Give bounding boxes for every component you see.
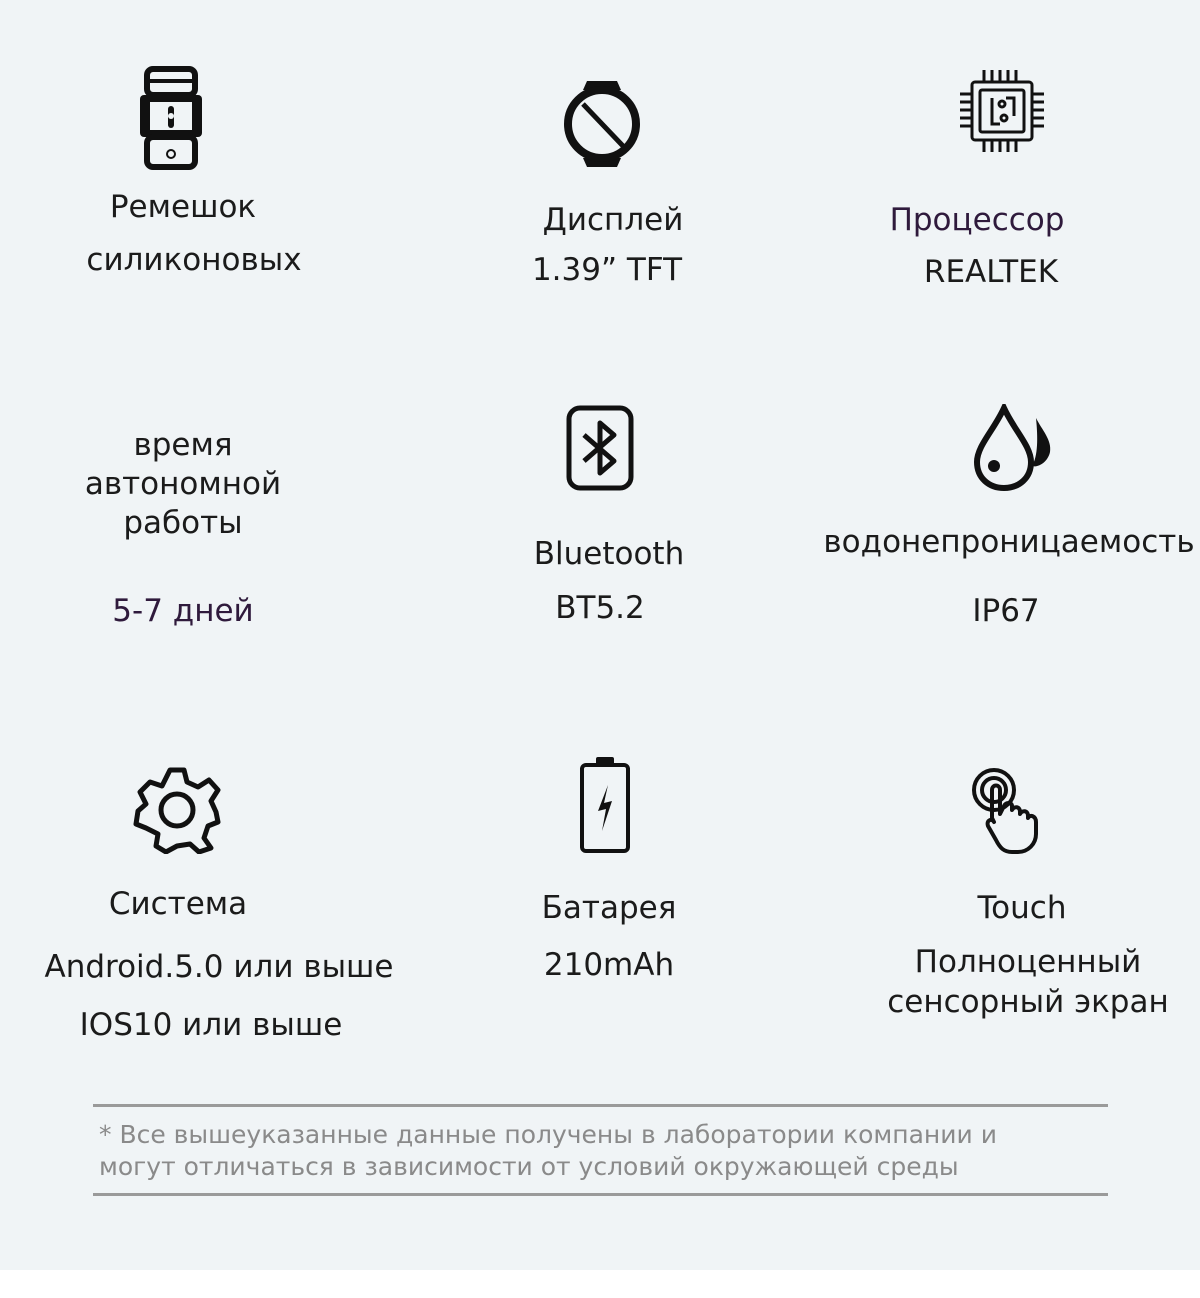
system-ios: IOS10 или выше — [79, 1007, 343, 1043]
watch-strap-icon — [136, 66, 206, 170]
waterproof-value: IP67 — [972, 593, 1040, 629]
battery-charging-icon — [578, 755, 632, 855]
touch-hand-icon — [970, 766, 1068, 856]
display-title: Дисплей — [542, 202, 684, 238]
system-android: Android.5.0 или выше — [44, 949, 394, 985]
battery-title: Батарея — [541, 890, 677, 926]
touch-subtitle-1: Полноценный — [914, 944, 1142, 980]
battery-value: 210mAh — [543, 947, 675, 983]
bluetooth-value: BT5.2 — [555, 590, 645, 626]
battery-life-value: 5-7 дней — [112, 593, 254, 629]
bluetooth-icon — [566, 405, 634, 491]
battery-life-title-1: время — [133, 427, 233, 463]
chip-icon — [958, 68, 1046, 154]
strap-title: Ремешок — [109, 189, 257, 225]
disclaimer-line-1: * Все вышеуказанные данные получены в лаборатории компании и — [99, 1120, 997, 1149]
water-drop-icon — [972, 404, 1052, 492]
waterproof-title: водонепроницаемость — [823, 524, 1195, 560]
touch-subtitle-2: сенсорный экран — [887, 984, 1169, 1020]
processor-value: REALTEK — [923, 254, 1059, 290]
battery-life-title-3: работы — [123, 505, 243, 541]
gear-icon — [132, 766, 222, 854]
touch-title: Touch — [977, 890, 1067, 926]
strap-subtitle: силиконовых — [86, 242, 302, 278]
system-title: Система — [108, 886, 248, 922]
disclaimer-line-2: могут отличаться в зависимости от условий окружающей среды — [99, 1152, 959, 1181]
bluetooth-title: Bluetooth — [533, 536, 685, 572]
battery-life-title-2: автономной — [84, 466, 282, 502]
display-value: 1.39” TFT — [531, 252, 683, 288]
watch-face-icon — [561, 78, 643, 170]
disclaimer-box — [93, 1104, 1108, 1196]
processor-title: Процессор — [889, 202, 1065, 238]
